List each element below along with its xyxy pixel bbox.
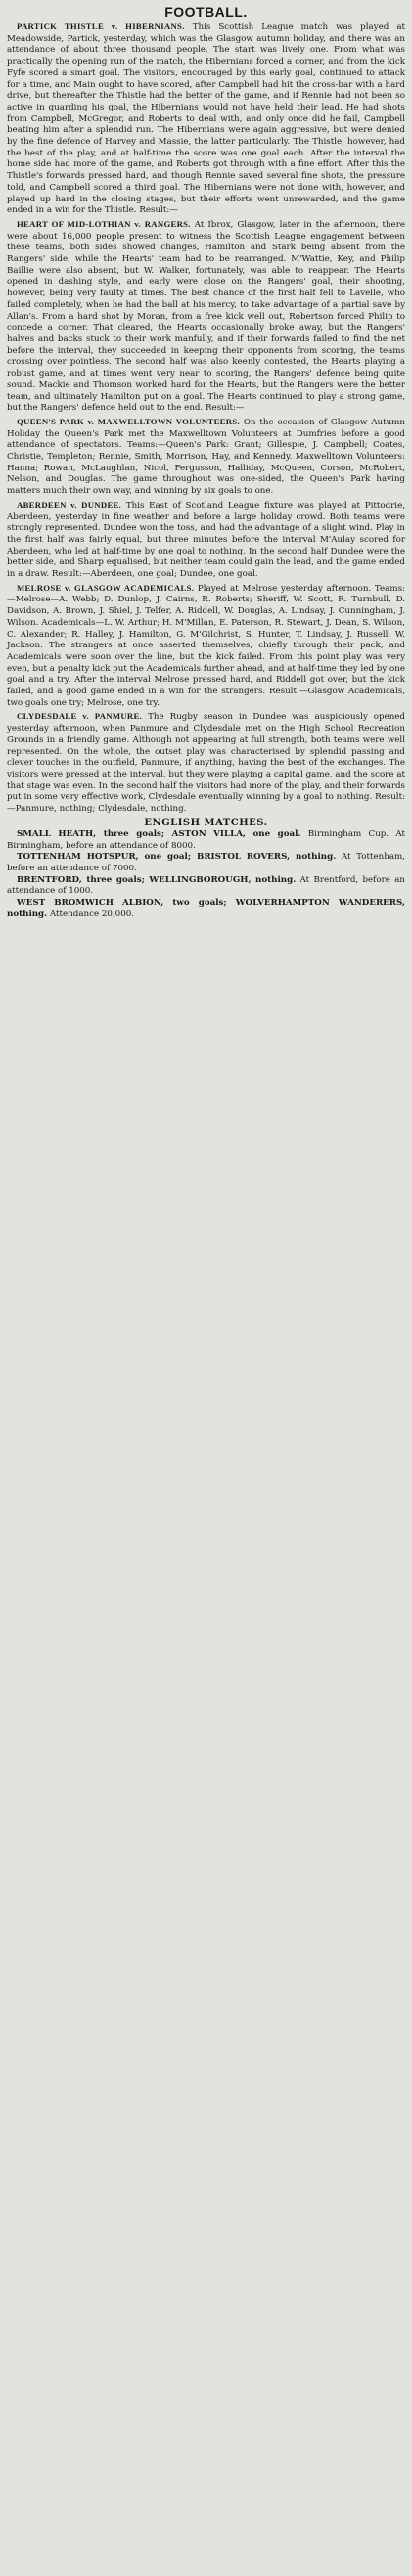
- result-teams: SMALL HEATH, three goals; ASTON VILLA, one goal.: [17, 828, 301, 839]
- result-detail: At Brentford, before an attendance of 1000.: [7, 874, 405, 897]
- english-result: [7, 852, 405, 874]
- report-body: At Ibrox, Glasgow, later in the afternoon, there were about 16,000 people present to witness the Scottish League engagement between these teams, both sides showed changes, Hamilton and Stark being absent from the Rangers' side, while the Hearts' team had to be rearranged. M'Wattie, Key, and Philip Baillie were also absent, but W. Walker, fortunately, was able to reappear. The Hearts opened in dashing style, and early were close on the Rangers' goal, their shooting, however, being very faulty at times. The best chance of the first half fell to Lavelle, who failed completely, when he had the ball at his mercy, to take advantage of a partial save by Allan's. From a hard shot by Moran, from a free kick well out, Robertson forced Philip to concede a corner. That cleared, the Hearts occasionally broke away, but the Rangers' halves and backs stuck to their work manfully, and if their forwards failed to find the net before the interval, they succeeded in keeping their opponents from scoring, the teams crossing over pointless. The second half was also keenly contested, the Hearts playing a robust game, and at times went very near to scoring, the Rangers' defence being quite sound. Mackie and Thomson worked hard for the Hearts, but the Rangers were the better team, and ultimately Hamilton put on a goal. The Hearts continued to play a strong game, but the Rangers' defence held out to the end. Result:—: [7, 219, 405, 414]
- english-result: [7, 829, 405, 852]
- match-report: [7, 500, 405, 581]
- match-report: [7, 22, 405, 217]
- result-teams: TOTTENHAM HOTSPUR, one goal; BRISTOL ROVERS, nothing.: [17, 852, 337, 863]
- report-heading: HEART OF MID-LOTHIAN v. RANGERS.: [17, 218, 191, 229]
- report-body: This Scottish League match was played at Meadowside, Partick, yesterday, which was the Glasgow autumn holiday, and there was an attendance of about three thousand people. The start was lively one. From what was practically the opening run of the match, the Hibernians forced a corner, and from the kick Fyfe scored a smart goal. The visitors, encouraged by this early goal, continued to attack for a time, and Main ought to have scored, after Campbell had hit the cross-bar with a hard drive, but thereafter the Thistle had the better of the game, and if Rennie had not been so active in guarding his goal, the Hibernians would not have held their lead. He had shots from Campbell, McGregor, and Roberts to deal with, and only once did he fail, Campbell beating him after a splendid run. The Hibernians were again aggressive, but were denied by the fine defence of Harvey and Massie, the latter particularly. The Thistle, however, had the best of the play, and at half-time the score was one goal each. After the interval the home side had more of the game, and Roberts got through with a fine effort. After this the Thistle's forwards pressed hard, and though Rennie saved several fine shots, the pressure told, and Campbell scored a third goal. The Hibernians were not done with, however, and played up hard in the closing stages, but their efforts went unrewarded, and the game ended in a win for the Thistle. Result:—: [7, 22, 406, 216]
- report-heading: MELROSE v. GLASGOW ACADEMICALS.: [17, 582, 195, 593]
- report-heading: PARTICK THISTLE v. HIBERNIANS.: [17, 22, 185, 31]
- match-report: [7, 583, 405, 710]
- result-detail: Birmingham Cup. At Birmingham, before an attendance of 8000.: [7, 828, 406, 851]
- report-heading: QUEEN'S PARK v. MAXWELLTOWN VOLUNTEERS.: [17, 416, 240, 426]
- english-result: [7, 898, 405, 920]
- result-detail: At Tottenham, before an attendance of 7000.: [7, 852, 406, 873]
- report-body: This East of Scotland League fixture was played at Pittodrie, Aberdeen, yesterday in fine weather and before a large holiday crowd. Both teams were strongly represented. Dundee won the toss, and had the advantage of a slight wind. Play in the first half was fairly equal, but three minutes before the interval M'Aulay scored for Aberdeen, who led at half-time by one goal to nothing. In the second half Dundee were the better side, and Sharp equalised, but neither team could gain the lead, and the game ended in a draw. Result:—Aberdeen, one goal; Dundee, one goal.: [7, 500, 405, 580]
- match-report: [7, 417, 405, 498]
- english-matches-title: ENGLISH MATCHES.: [144, 817, 268, 828]
- report-heading: CLYDESDALE v. PANMURE.: [17, 711, 143, 722]
- section-masthead: FOOTBALL.: [164, 4, 248, 20]
- result-teams: BRENTFORD, three goals; WELLINGBOROUGH, nothing.: [17, 874, 297, 885]
- report-heading: ABERDEEN v. DUNDEE.: [17, 499, 122, 510]
- report-body: Played at Melrose yesterday afternoon. Teams:—Melrose—A. Webb; D. Dunlop, J. Cairns, R. Roberts; Sheriff, W. Scott, R. Turnbull, D. Davidson, A. Brown, J. Shiel, J. Telfer, A. Riddell, W. Douglas, A. Lindsay, J. Cunningham, J. Wilson. Academicals—L. W. Arthur; H. M'Millan, E. Paterson, R. Stewart, J. Dean, S. Wilson, C. Alexander; R. Halley, J. Hamilton, G. M'Gilchrist, S. Hunter, T. Lindsay, J. Russell, W. Jackson. The strangers at once asserted themselves, chiefly through their pack, and Academicals were soon over the line, but the kick failed. From this point play was very even, but a penalty kick put the Academicals further ahead, and at half-time they led by one goal and a try. After the interval Melrose pressed hard, and Riddell got over, but the kick failed, and a good game ended in a win for the strangers. Result:—Glasgow Academicals, two goals one try; Melrose, one try.: [7, 583, 405, 708]
- result-detail: Attendance 20,000.: [49, 909, 135, 919]
- match-report: [7, 219, 405, 415]
- result-teams: WEST BROMWICH ALBION, two goals; WOLVERHAMPTON WANDERERS, nothing.: [7, 898, 405, 919]
- english-result: [7, 875, 405, 898]
- report-body: On the occasion of Glasgow Autumn Holiday the Queen's Park met the Maxwelltown Volunteers at Dumfries before a good attendance of spectators. Teams:—Queen's Park: Grant; Gillespie, J. Campbell; Coates, Christie, Templeton; Rennie, Smith, Morrison, Hay, and Kennedy. Maxwelltown Volunteers: Hanna; Rowan, McLaughlan, Nicol, Fergusson, Halliday, McQueen, Corson, McRobert, Nelson, and Douglas. The game throughout was one-sided, the Queen's Park having matters much their own way, and winning by six goals to one.: [7, 417, 406, 497]
- match-report: [7, 711, 405, 815]
- report-body: The Rugby season in Dundee was auspiciously opened yesterday afternoon, when Panmure and Clydesdale met on the High School Recreation Grounds in a friendly game. Although not appearing at full strength, both teams were well represented. On the whole, the outset play was characterised by splendid passing and clever touches in the outfield, Panmure, if anything, having the best of the exchanges. The visitors were pressed at the interval, but they were playing a capital game, and the score at that stage was even. In the second half the visitors had more of the play, and their forwards put in some very effective work, Clydesdale eventually winning by a goal to nothing. Result:—Panmure, nothing; Clydesdale, nothing.: [7, 712, 405, 815]
